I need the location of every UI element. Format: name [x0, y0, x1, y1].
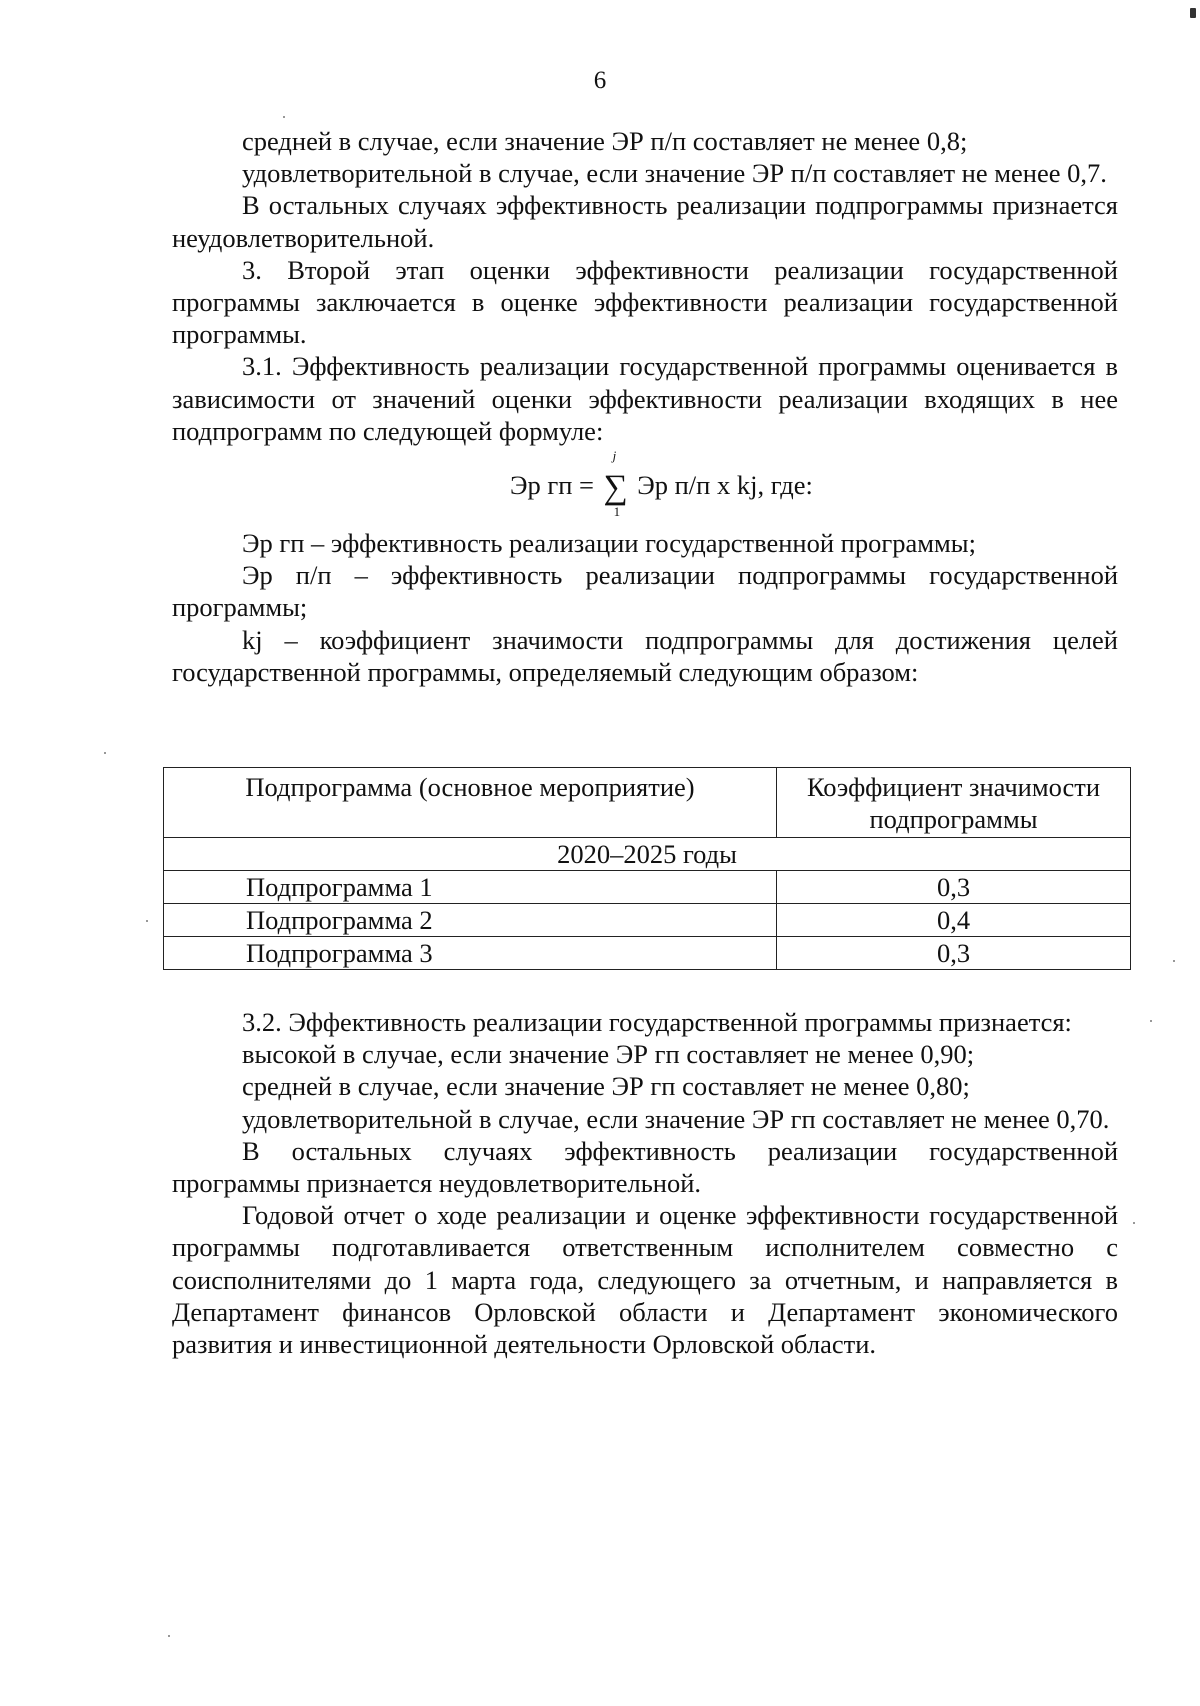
definition-er-pp: Эр п/п – эффективность реализации подпрограммы государственной программы;: [172, 560, 1118, 623]
scan-speck: [146, 920, 148, 922]
table-cell-subprogram: Подпрограмма 3: [164, 937, 777, 970]
paragraph-3-2: 3.2. Эффективность реализации государственной программы признается:: [242, 1007, 1072, 1037]
paragraph-annual-report: Годовой отчет о ходе реализации и оценке эффективности государственной программы подготавливается ответственным исполнителем совместно с соисполнителями до 1 марта года, следующего за отчетным, и направляется в Департамент финансов Орловской области и Департамент экономического развития и инвестиционной деятельности Орловской области.: [172, 1200, 1118, 1360]
scan-speck: [1190, 8, 1196, 18]
scan-speck: [1150, 1020, 1152, 1022]
paragraph-criterion-satisfactory-pp: удовлетворительной в случае, если значение ЭР п/п составляет не менее 0,7.: [242, 158, 1107, 189]
table-period-row: [164, 838, 1131, 871]
definition-er-gp: Эр гп – эффективность реализации государственной программы;: [242, 528, 976, 559]
definition-kj: kj – коэффициент значимости подпрограммы для достижения целей государственной программы, определяемый следующим образом:: [172, 624, 1118, 687]
paragraph-otherwise-gp: В остальных случаях эффективность реализации государственной программы признается неудовлетворительной.: [172, 1135, 1118, 1199]
formula: [172, 447, 1118, 527]
table-header-subprogram: Подпрограмма (основное мероприятие): [164, 768, 777, 838]
scan-speck: [104, 752, 106, 754]
sigma-glyph: ∑: [603, 469, 628, 507]
paragraph-criterion-high-gp: высокой в случае, если значение ЭР гп составляет не менее 0,90;: [242, 1039, 975, 1070]
paragraph-3-1: 3.1. Эффективность реализации государственной программы оценивается в зависимости от значений оценки эффективности реализации входящих в нее подпрограмм по следующей формуле:: [172, 351, 1118, 446]
scan-speck: [168, 1635, 170, 1637]
table-cell-coefficient: 0,3: [777, 937, 1131, 970]
table-cell-coefficient: 0,3: [777, 871, 1131, 904]
scan-speck: [283, 116, 285, 118]
coefficient-table: [163, 767, 1131, 970]
text-block-top: [172, 125, 1118, 688]
text-block-bottom: [172, 1006, 1118, 1360]
sum-upper-limit: j: [612, 448, 617, 464]
formula-right: Эр п/п х kj, где:: [630, 470, 813, 501]
sum-symbol: [601, 448, 631, 520]
table-row: [164, 871, 1131, 904]
table-header-row: [164, 768, 1131, 838]
paragraph-criterion-medium-gp: средней в случае, если значение ЭР гп составляет не менее 0,80;: [242, 1071, 970, 1102]
table-row: [164, 937, 1131, 970]
scan-speck: [1133, 1222, 1135, 1224]
table-cell-coefficient: 0,4: [777, 904, 1131, 937]
paragraph-criterion-medium-pp: средней в случае, если значение ЭР п/п составляет не менее 0,8;: [242, 126, 968, 156]
table-cell-subprogram: Подпрограмма 2: [164, 904, 777, 937]
paragraph-second-stage: 3. Второй этап оценки эффективности реализации государственной программы заключается в оценке эффективности реализации государственной программы.: [172, 254, 1118, 350]
table-header-coefficient: Коэффициент значимости подпрограммы: [777, 768, 1131, 838]
page-number: 6: [593, 67, 607, 94]
formula-left: Эр гп =: [510, 470, 601, 501]
scan-speck: [1173, 960, 1175, 962]
paragraph-criterion-satisfactory-gp: удовлетворительной в случае, если значение ЭР гп составляет не менее 0,70.: [242, 1103, 1110, 1134]
table-row: [164, 904, 1131, 937]
table-cell-subprogram: Подпрограмма 1: [164, 871, 777, 904]
paragraph-otherwise-pp: В остальных случаях эффективность реализации подпрограммы признается неудовлетворительной.: [172, 190, 1118, 253]
sum-lower-limit: 1: [613, 504, 621, 520]
table-period: 2020–2025 годы: [164, 838, 1131, 871]
